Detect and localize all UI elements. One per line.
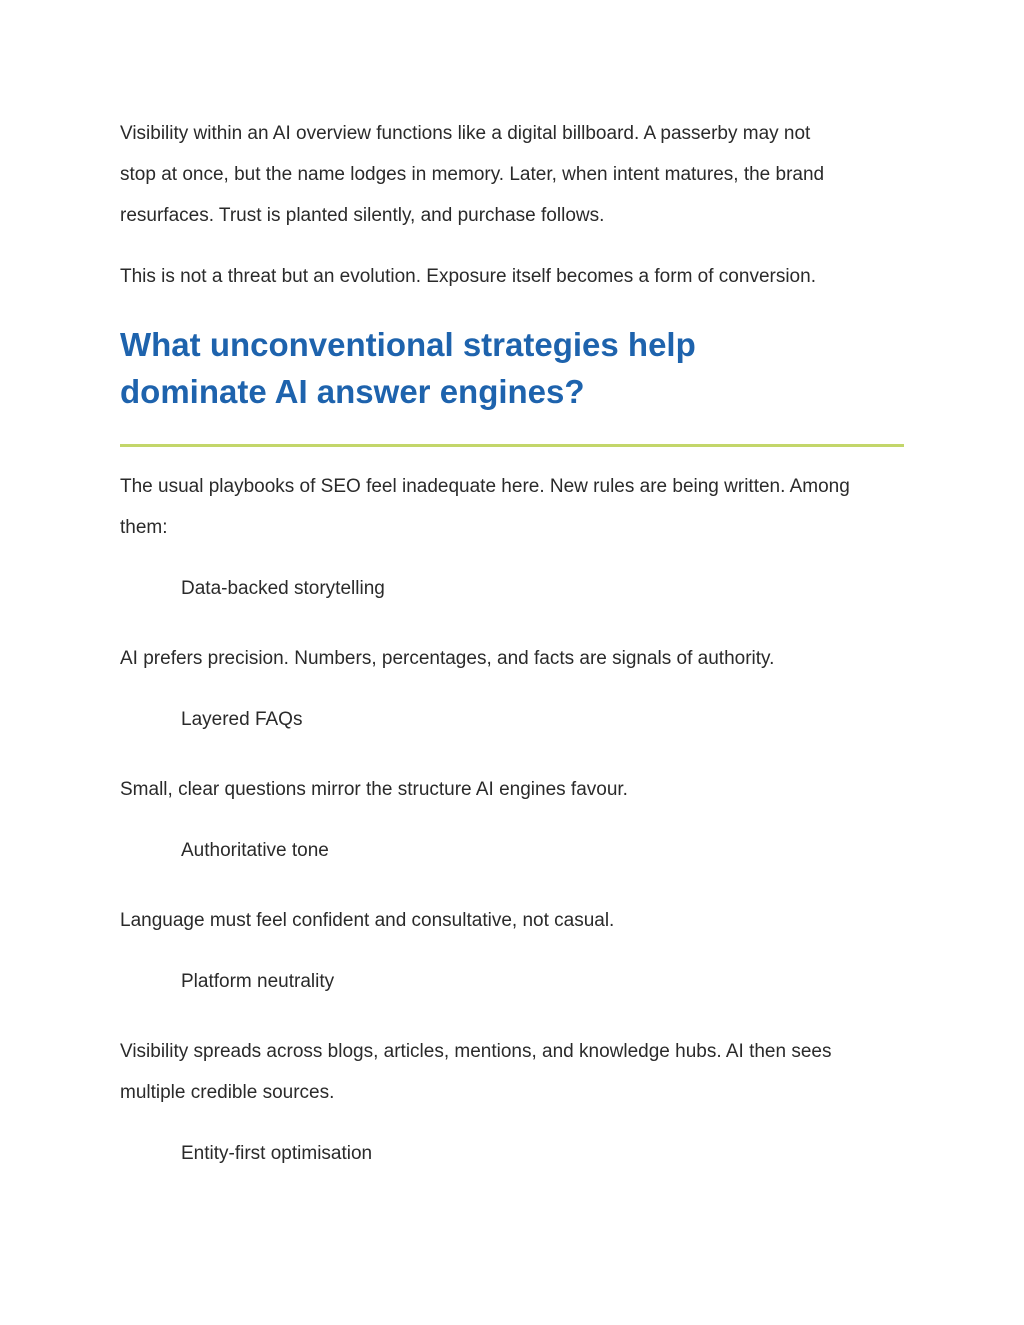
heading-divider bbox=[120, 444, 904, 447]
strategy-title: Layered FAQs bbox=[181, 709, 303, 730]
text-line: Visibility within an AI overview functions like a digital billboard. A passerby may not bbox=[120, 123, 811, 144]
strategy-title: Entity-first optimisation bbox=[181, 1143, 373, 1164]
strategy-title: Authoritative tone bbox=[181, 840, 329, 861]
lead-line: them: bbox=[120, 517, 168, 538]
text-line: stop at once, but the name lodges in memory. Later, when intent matures, the brand bbox=[120, 164, 825, 185]
strategy-title: Data-backed storytelling bbox=[181, 578, 385, 599]
strategy-description: AI prefers precision. Numbers, percentages, and facts are signals of authority. bbox=[120, 648, 775, 669]
strategy-description: Visibility spreads across blogs, articles, mentions, and knowledge hubs. AI then sees bbox=[120, 1041, 832, 1062]
heading-line: dominate AI answer engines? bbox=[120, 373, 585, 410]
strategy-description: Small, clear questions mirror the structure AI engines favour. bbox=[120, 779, 628, 800]
text-line: resurfaces. Trust is planted silently, and purchase follows. bbox=[120, 205, 605, 226]
strategy-description: Language must feel confident and consultative, not casual. bbox=[120, 910, 615, 931]
heading-line: What unconventional strategies help bbox=[120, 326, 696, 363]
intro-paragraph-2: This is not a threat but an evolution. Exposure itself becomes a form of conversion. bbox=[120, 266, 816, 287]
strategy-title: Platform neutrality bbox=[181, 971, 335, 992]
strategy-description: multiple credible sources. bbox=[120, 1082, 335, 1103]
lead-line: The usual playbooks of SEO feel inadequate here. New rules are being written. Among bbox=[120, 476, 850, 497]
